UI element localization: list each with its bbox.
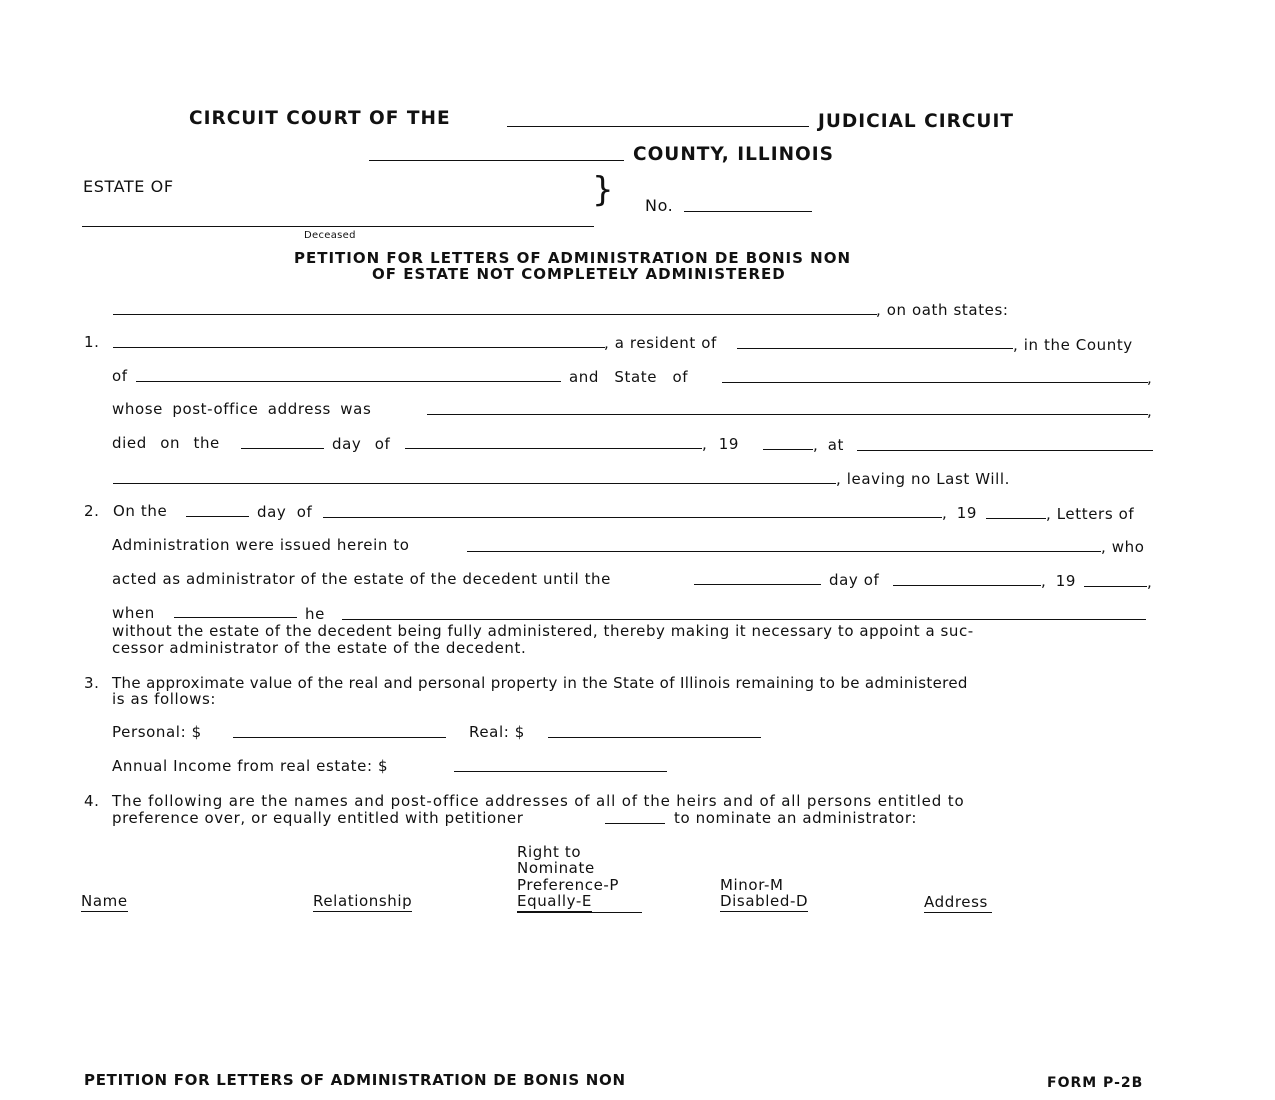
right-header-line2: Nominate <box>517 859 595 877</box>
relationship-column-header: Relationship <box>313 892 413 910</box>
section2-number: 2. <box>84 502 100 520</box>
minor-header-line2: Disabled-D <box>720 892 809 910</box>
former-administrator-blank[interactable] <box>467 551 1101 552</box>
when-blank[interactable] <box>174 617 297 618</box>
estate-of-label: ESTATE OF <box>83 177 174 196</box>
case-number-blank[interactable] <box>684 211 812 212</box>
petition-title-line1: PETITION FOR LETTERS OF ADMINISTRATION DE BONIS NON <box>294 249 852 267</box>
letters-month-blank[interactable] <box>323 517 942 518</box>
issued-to-label: Administration were issued herein to <box>112 536 410 554</box>
petition-title-line2: OF ESTATE NOT COMPLETELY ADMINISTERED <box>372 265 786 283</box>
real-label: Real: $ <box>469 723 525 741</box>
day-of-label: day of <box>332 435 391 453</box>
death-place-blank[interactable] <box>857 450 1153 451</box>
decedent-blank[interactable] <box>113 347 605 348</box>
footer-title: PETITION FOR LETTERS OF ADMINISTRATION DE BONIS NON <box>84 1071 626 1089</box>
section3-number: 3. <box>84 674 100 692</box>
state-of-residence-blank[interactable] <box>722 382 1148 383</box>
without-text: without the estate of the decedent being fully administered, thereby making it necessary to appoint a suc- <box>112 622 974 640</box>
county-of-residence-blank[interactable] <box>136 381 561 382</box>
post-office-label: whose post-office address was <box>112 400 372 418</box>
form-number: FORM P-2B <box>1047 1075 1144 1091</box>
year-19-label: , 19 <box>702 435 740 453</box>
in-the-county-label: , in the County <box>1013 336 1133 354</box>
deceased-label: Deceased <box>304 230 356 241</box>
on-the-label: On the <box>113 502 168 520</box>
he-label: he <box>305 605 325 623</box>
judicial-circuit-blank[interactable] <box>507 126 809 127</box>
at-label: , at <box>813 436 845 454</box>
court-header-label: CIRCUIT COURT OF THE <box>189 108 451 129</box>
to-nominate-text: to nominate an administrator: <box>674 809 917 827</box>
petitioner-preference-blank[interactable] <box>605 823 665 824</box>
annual-income-blank[interactable] <box>454 771 667 772</box>
of-label: of <box>112 367 128 385</box>
died-on-the-label: died on the <box>112 434 220 452</box>
annual-income-label: Annual Income from real estate: $ <box>112 757 389 775</box>
day-of-label: day of <box>829 571 880 589</box>
successor-text: cessor administrator of the estate of the decedent. <box>112 639 527 657</box>
section4-number: 4. <box>84 792 100 810</box>
judicial-circuit-label: JUDICIAL CIRCUIT <box>818 111 1014 132</box>
death-day-blank[interactable] <box>241 448 324 449</box>
death-month-blank[interactable] <box>405 448 702 449</box>
year-19-label: , 19 <box>942 504 978 522</box>
resident-of-label: , a resident of <box>604 334 717 352</box>
case-number-label: No. <box>645 196 674 215</box>
right-header-line4: Equally-E <box>517 892 592 910</box>
comma: , <box>1147 573 1153 591</box>
personal-value-blank[interactable] <box>233 737 446 738</box>
county-illinois-label: COUNTY, ILLINOIS <box>633 144 834 165</box>
minor-header-line1: Minor-M <box>720 876 784 894</box>
until-month-blank[interactable] <box>893 585 1041 586</box>
until-year-blank[interactable] <box>1084 586 1147 587</box>
letters-year-blank[interactable] <box>986 518 1046 519</box>
caption-brace: } <box>592 170 615 210</box>
comma: , <box>1147 369 1153 387</box>
and-state-of-label: and State of <box>569 368 689 386</box>
section1-number: 1. <box>84 333 100 351</box>
right-column-underline <box>517 912 642 913</box>
post-office-address-blank[interactable] <box>427 414 1148 415</box>
address-column-header: Address <box>924 894 992 913</box>
death-place-continued-blank[interactable] <box>113 483 836 484</box>
letters-of-label: , Letters of <box>1046 505 1135 523</box>
real-value-blank[interactable] <box>548 737 761 738</box>
approx-value-text: The approximate value of the real and personal property in the State of Illinois remaining to be administered <box>112 674 968 692</box>
as-follows-text: is as follows: <box>112 690 217 708</box>
county-blank[interactable] <box>369 160 624 161</box>
petitioner-name-blank[interactable] <box>113 314 877 315</box>
personal-label: Personal: $ <box>112 723 202 741</box>
acted-as-label: acted as administrator of the estate of the decedent until the <box>112 570 611 588</box>
until-day-blank[interactable] <box>694 584 821 585</box>
letters-day-blank[interactable] <box>186 516 249 517</box>
day-of-label: day of <box>257 503 313 521</box>
reason-blank[interactable] <box>342 619 1146 620</box>
name-column-header: Name <box>81 892 128 910</box>
when-label: when <box>112 604 155 622</box>
death-year-blank[interactable] <box>763 449 813 450</box>
preference-text: preference over, or equally entitled with petitioner <box>112 809 524 827</box>
following-text: The following are the names and post-office addresses of all of the heirs and of all persons entitled to <box>112 792 965 810</box>
right-header-line3: Preference-P <box>517 876 620 894</box>
comma: , <box>1147 402 1153 420</box>
oath-text: , on oath states: <box>876 301 1009 319</box>
leaving-no-will-label: , leaving no Last Will. <box>836 470 1011 488</box>
year-19-label: , 19 <box>1041 572 1077 590</box>
right-header-line1: Right to <box>517 843 582 861</box>
who-label: , who <box>1101 538 1145 556</box>
residence-blank[interactable] <box>737 348 1013 349</box>
